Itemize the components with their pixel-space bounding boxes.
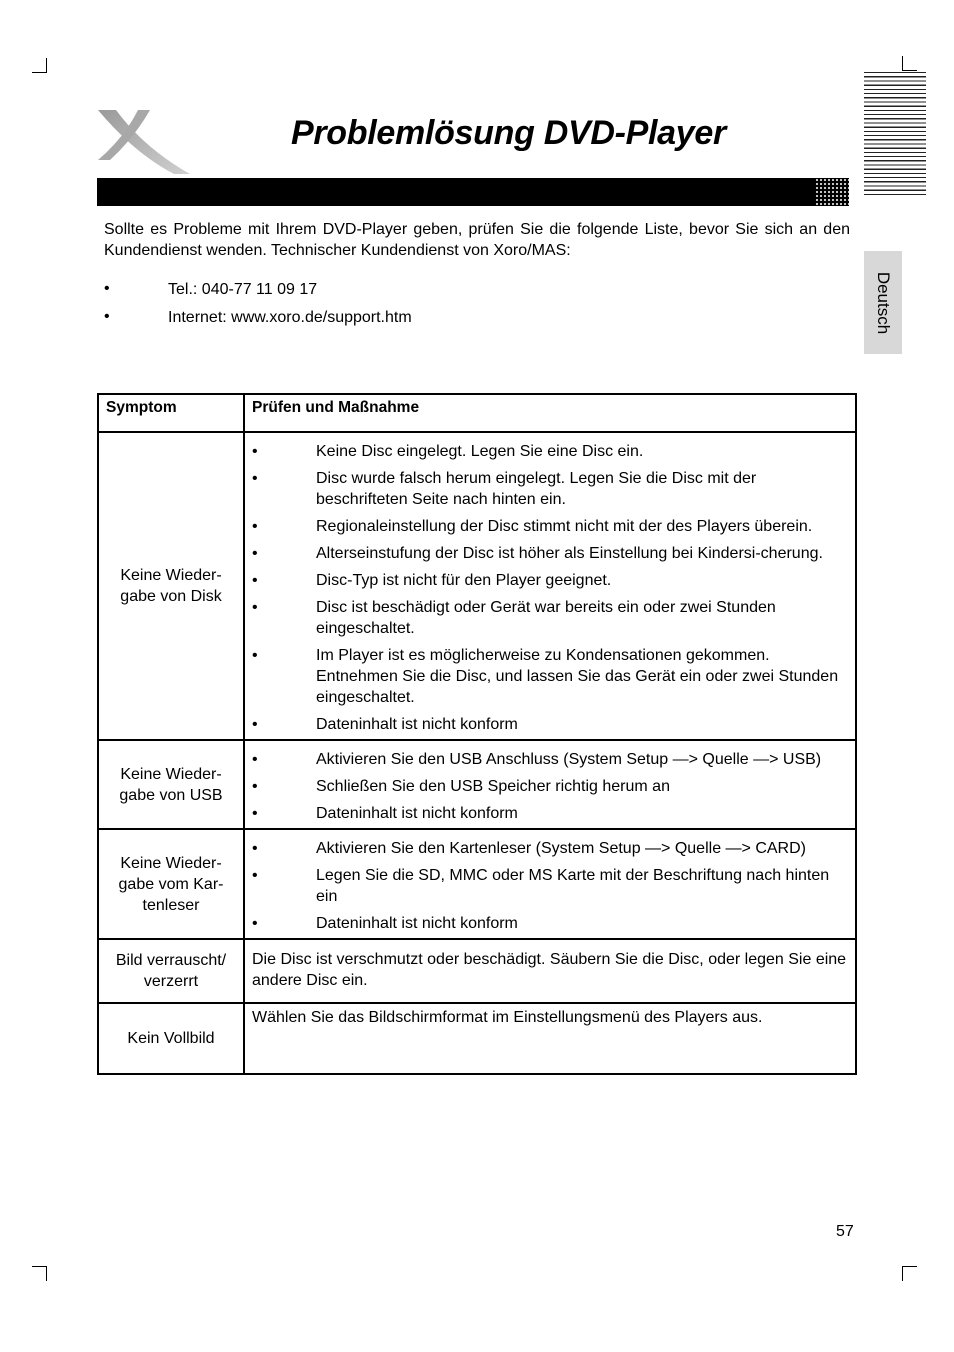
contact-phone: Tel.: 040-77 11 09 17 — [168, 281, 318, 298]
troubleshooting-table — [97, 393, 857, 1075]
action-list — [252, 749, 847, 824]
action-item — [252, 714, 847, 735]
action-text: Legen Sie die SD, MMC oder MS Karte mit der Beschriftung nach hinten ein — [316, 867, 830, 905]
action-item — [252, 468, 847, 510]
action-cell — [244, 829, 856, 939]
bullet: • — [252, 572, 258, 589]
crop-mark-bottom-right — [902, 1266, 917, 1281]
action-text: Wählen Sie das Bildschirmformat im Einstellungsmenü des Players aus. — [252, 1009, 763, 1026]
symptom-label: Keine Wieder- gabe von Disk — [120, 567, 222, 605]
symptom-label: Kein Vollbild — [127, 1030, 215, 1047]
bullet: • — [252, 805, 258, 822]
action-item — [252, 441, 847, 462]
table-row — [98, 829, 856, 939]
action-cell — [244, 432, 856, 740]
action-text: Aktivieren Sie den Kartenleser (System Setup —> Quelle —> CARD) — [316, 840, 806, 857]
action-item — [252, 597, 847, 639]
contact-item — [104, 307, 804, 335]
action-item — [252, 749, 847, 770]
action-text: Dateninhalt ist nicht konform — [316, 716, 518, 733]
symptom-cell — [98, 740, 244, 829]
title-bar-dot-pattern — [815, 178, 849, 206]
bullet: • — [252, 840, 258, 857]
contact-item — [104, 279, 804, 307]
language-side-tab — [864, 251, 902, 354]
header-symptom: Symptom — [98, 394, 244, 432]
action-text: Disc wurde falsch herum eingelegt. Legen Sie die Disc mit der beschrifteten Seite nach hinten ein. — [316, 470, 757, 508]
bullet: • — [104, 280, 110, 297]
action-text: Keine Disc eingelegt. Legen Sie eine Disc ein. — [316, 443, 644, 460]
bullet: • — [252, 915, 258, 932]
page-number: 57 — [836, 1223, 854, 1240]
action-item — [252, 913, 847, 934]
contact-website: Internet: www.xoro.de/support.htm — [168, 309, 412, 326]
action-item — [252, 776, 847, 797]
action-cell — [244, 939, 856, 1003]
action-text: Die Disc ist verschmutzt oder beschädigt. Säubern Sie die Disc, oder legen Sie eine andere Disc ein. — [252, 951, 847, 989]
action-text: Disc-Typ ist nicht für den Player geeignet. — [316, 572, 612, 589]
table-row — [98, 1003, 856, 1074]
action-item — [252, 803, 847, 824]
header-action: Prüfen und Maßnahme — [244, 394, 856, 432]
action-text: Im Player ist es möglicherweise zu Kondensationen gekommen. Entnehmen Sie die Disc, und lassen Sie das Gerät ein oder zwei Stunden eingeschaltet. — [316, 647, 839, 706]
action-cell — [244, 740, 856, 829]
symptom-label: Keine Wieder- gabe von USB — [119, 765, 223, 804]
action-text: Schließen Sie den USB Speicher richtig herum an — [316, 778, 670, 795]
bullet: • — [252, 470, 258, 487]
xoro-logo-icon — [94, 108, 194, 178]
action-text: Regionaleinstellung der Disc stimmt nicht mit der des Players überein. — [316, 518, 813, 535]
crop-mark-top-right — [902, 56, 917, 71]
table-row — [98, 939, 856, 1003]
intro-paragraph: Sollte es Probleme mit Ihrem DVD-Player geben, prüfen Sie die folgende Liste, bevor Sie sich an den Kundendienst wenden. Technischer Kundendienst von Xoro/MAS: — [104, 221, 850, 259]
decorative-stripes — [864, 72, 926, 198]
bullet: • — [252, 443, 258, 460]
symptom-cell — [98, 939, 244, 1003]
action-item — [252, 516, 847, 537]
title-bar — [97, 178, 849, 206]
action-item — [252, 645, 847, 708]
action-item — [252, 838, 847, 859]
action-text: Dateninhalt ist nicht konform — [316, 805, 518, 822]
action-cell — [244, 1003, 856, 1074]
contact-list — [104, 279, 804, 335]
symptom-cell — [98, 829, 244, 939]
bullet: • — [252, 545, 258, 562]
action-item — [252, 570, 847, 591]
action-text: Alterseinstufung der Disc ist höher als Einstellung bei Kindersi-cherung. — [316, 545, 823, 562]
action-item — [252, 865, 847, 907]
symptom-cell — [98, 1003, 244, 1074]
action-list — [252, 441, 847, 735]
bullet: • — [252, 778, 258, 795]
bullet: • — [252, 599, 258, 616]
action-list — [252, 838, 847, 934]
symptom-label: Bild verrauscht/ verzerrt — [115, 952, 227, 990]
action-text: Disc ist beschädigt oder Gerät war bereits ein oder zwei Stunden eingeschaltet. — [316, 599, 776, 637]
crop-mark-bottom-left — [32, 1266, 47, 1281]
bullet: • — [252, 647, 258, 664]
table-header-row — [98, 394, 856, 432]
bullet: • — [252, 518, 258, 535]
table-row — [98, 432, 856, 740]
bullet: • — [252, 716, 258, 733]
action-text: Dateninhalt ist nicht konform — [316, 915, 518, 932]
bullet: • — [252, 751, 258, 768]
table-row — [98, 740, 856, 829]
symptom-label: Keine Wieder- gabe vom Kar- tenleser — [118, 854, 224, 914]
page-title: Problemlösung DVD-Player — [291, 114, 726, 152]
side-tab-label: Deutsch — [874, 271, 893, 334]
symptom-cell — [98, 432, 244, 740]
action-item — [252, 543, 847, 564]
bullet: • — [252, 867, 258, 884]
action-text: Aktivieren Sie den USB Anschluss (System Setup —> Quelle —> USB) — [316, 751, 822, 768]
bullet: • — [104, 308, 110, 325]
crop-mark-top-left — [32, 58, 47, 73]
